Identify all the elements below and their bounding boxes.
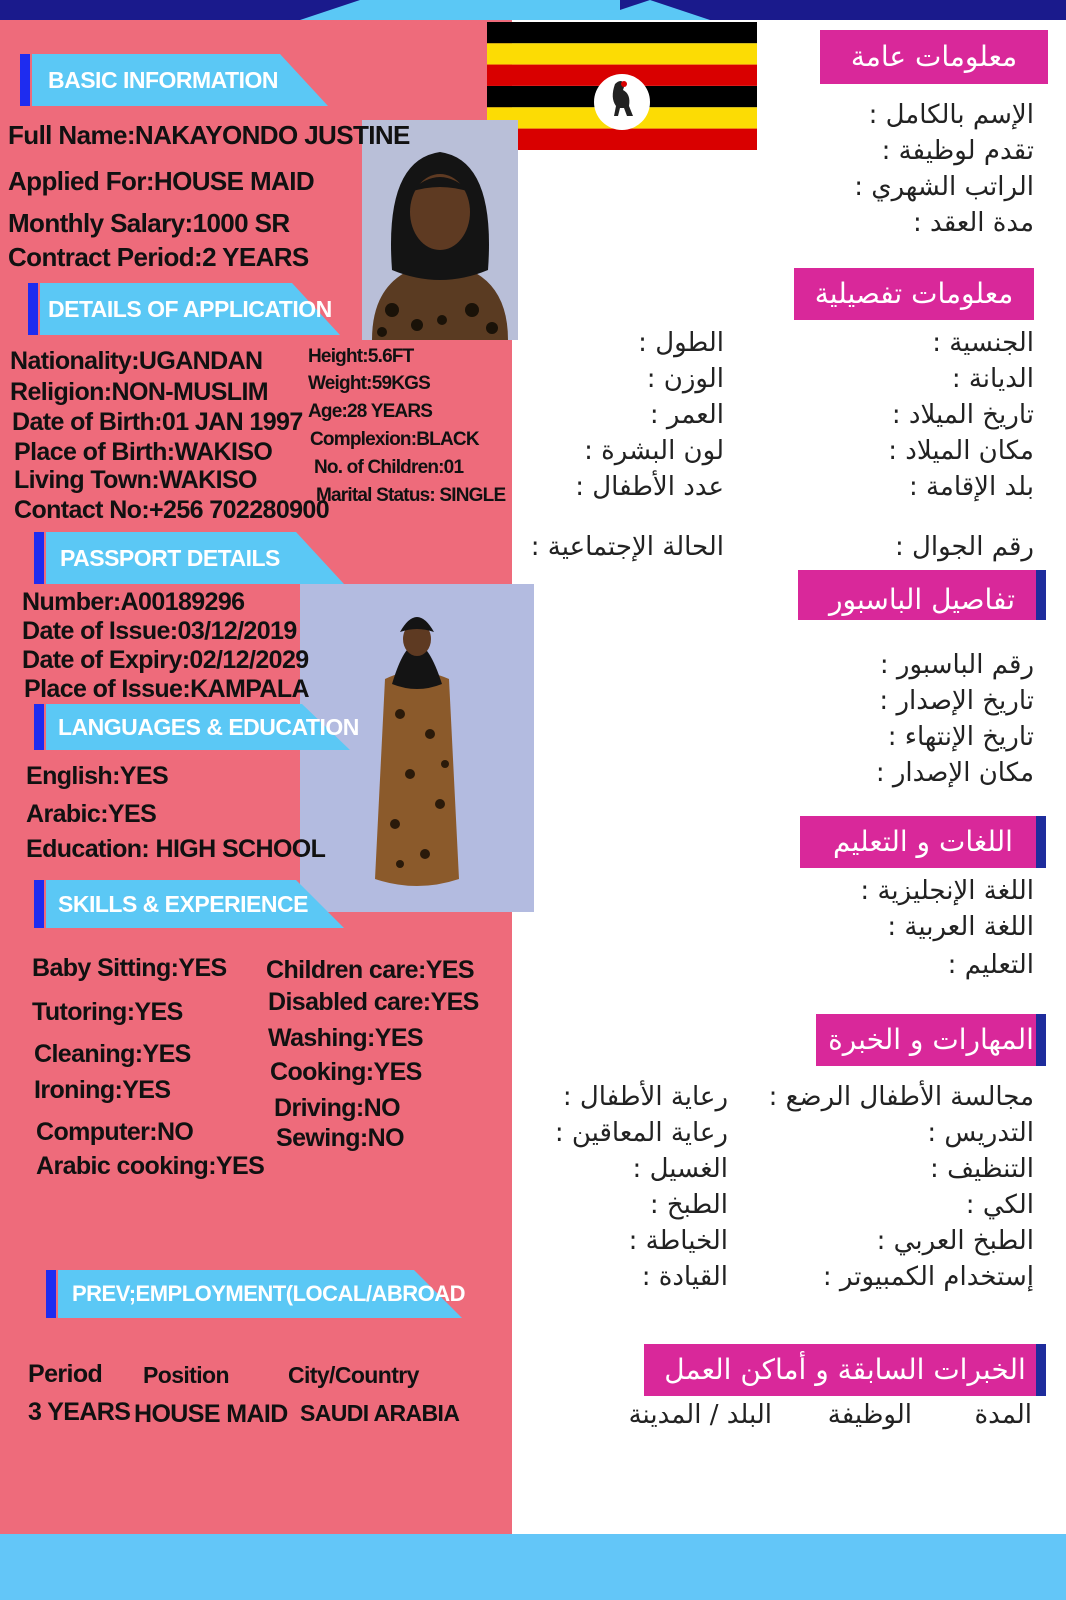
skill-cooking: Cooking:YES	[270, 1058, 422, 1086]
employment-period: 3 YEARS	[28, 1398, 131, 1426]
skill-driving: Driving:NO	[274, 1094, 400, 1122]
weight: Weight:59KGS	[308, 373, 431, 394]
skill-computer: Computer:NO	[36, 1118, 194, 1146]
applied-for: Applied For:HOUSE MAID	[8, 166, 315, 196]
arabic-tutoring-label: التدريس :	[927, 1118, 1034, 1148]
arabic-arabic-cooking-label: الطبخ العربي :	[876, 1226, 1034, 1256]
employment-position: HOUSE MAID	[134, 1400, 288, 1428]
arabic-residence-label: بلد الإقامة :	[908, 472, 1034, 502]
arabic-exp-period-header: المدة	[974, 1400, 1032, 1430]
date-of-birth: Date of Birth:01 JAN 1997	[12, 408, 303, 436]
top-bar-accent-right	[590, 0, 710, 20]
arabic-issue-date-label: تاريخ الإصدار :	[879, 686, 1034, 716]
section-skills-experience	[34, 880, 344, 928]
section-passport-details	[34, 532, 344, 584]
section-basic-information	[20, 54, 328, 106]
arabic-languages-header	[800, 816, 1046, 868]
skill-ironing: Ironing:YES	[34, 1076, 171, 1104]
arabic-children-label: عدد الأطفال :	[575, 472, 724, 502]
arabic-driving-label: القيادة :	[641, 1262, 728, 1292]
skill-disabled-care: Disabled care:YES	[268, 988, 479, 1016]
portrait-photo	[362, 120, 518, 340]
employment-city-country: SAUDI ARABIA	[300, 1400, 460, 1426]
arabic-cooking-label: الطبخ :	[649, 1190, 728, 1220]
skill-washing: Washing:YES	[268, 1024, 423, 1052]
marital-status: Marital Status: SINGLE	[316, 485, 506, 506]
employment-header-position: Position	[143, 1362, 229, 1388]
arabic-religion-label: الديانة :	[951, 364, 1034, 394]
arabic-detailed-info-header	[794, 268, 1034, 320]
section-languages-education-label: LANGUAGES & EDUCATION	[58, 714, 359, 740]
arabic-full-name-label: الإسم بالكامل :	[868, 100, 1034, 130]
arabic-cleaning-label: التنظيف :	[930, 1154, 1034, 1184]
section-details-of-application	[28, 283, 340, 335]
arabic-experience-title: الخبرات السابقة و أماكن العمل	[664, 1353, 1026, 1386]
section-basic-information-label: BASIC INFORMATION	[48, 67, 279, 93]
education: Education: HIGH SCHOOL	[26, 835, 326, 863]
section-skills-experience-label: SKILLS & EXPERIENCE	[58, 891, 308, 917]
arabic-place-of-issue-label: مكان الإصدار :	[875, 758, 1034, 788]
arabic-detailed-info-title: معلومات تفصيلية	[814, 277, 1014, 310]
passport-issue-date: Date of Issue:03/12/2019	[22, 617, 297, 645]
arabic-baby-sitting-label: مجالسة الأطفال الرضع :	[768, 1082, 1034, 1112]
religion: Religion:NON-MUSLIM	[10, 378, 269, 406]
section-languages-education	[34, 704, 359, 750]
nationality: Nationality:UGANDAN	[10, 347, 263, 375]
passport-number: Number:A00189296	[22, 588, 245, 616]
arabic-washing-label: الغسيل :	[632, 1154, 728, 1184]
arabic-dob-label: تاريخ الميلاد :	[891, 400, 1034, 430]
place-of-birth: Place of Birth:WAKISO	[14, 438, 273, 466]
english-language: English:YES	[26, 762, 169, 790]
section-previous-employment	[46, 1270, 465, 1318]
arabic-age-label: العمر :	[649, 400, 724, 430]
bottom-bar	[0, 1534, 1066, 1600]
arabic-mobile-label: رقم الجوال :	[894, 532, 1034, 562]
arabic-pob-label: مكان الميلاد :	[888, 436, 1034, 466]
passport-place-of-issue: Place of Issue:KAMPALA	[24, 675, 310, 703]
arabic-skills-header	[816, 1014, 1046, 1066]
employment-header-city-country: City/Country	[288, 1362, 419, 1388]
arabic-passport-title: تفاصيل الباسبور	[828, 583, 1015, 616]
full-name: Full Name:NAKAYONDO JUSTINE	[8, 120, 410, 150]
living-town: Living Town:WAKISO	[14, 466, 257, 494]
skill-sewing: Sewing:NO	[276, 1124, 404, 1152]
arabic-languages-title: اللغات و التعليم	[833, 825, 1013, 858]
employment-header-period: Period	[28, 1360, 103, 1388]
arabic-expiry-date-label: تاريخ الإنتهاء :	[887, 722, 1034, 752]
arabic-exp-city-header: البلد / المدينة	[628, 1400, 772, 1430]
skill-children-care: Children care:YES	[266, 956, 474, 984]
number-of-children: No. of Children:01	[314, 457, 464, 478]
arabic-language: Arabic:YES	[26, 800, 157, 828]
arabic-complexion-label: لون البشرة :	[584, 436, 724, 466]
section-passport-details-label: PASSPORT DETAILS	[60, 545, 280, 571]
arabic-skills-title: المهارات و الخبرة	[828, 1023, 1034, 1056]
complexion: Complexion:BLACK	[310, 429, 479, 450]
arabic-applied-for-label: تقدم لوظيفة :	[881, 136, 1034, 166]
arabic-contract-label: مدة العقد :	[913, 208, 1034, 238]
height: Height:5.6FT	[308, 346, 414, 367]
arabic-general-info-header	[820, 30, 1048, 84]
arabic-passport-number-label: رقم الباسبور :	[879, 650, 1034, 680]
monthly-salary: Monthly Salary:1000 SR	[8, 208, 290, 238]
arabic-salary-label: الراتب الشهري :	[854, 172, 1034, 202]
arabic-computer-label: إستخدام الكمبيوتر :	[822, 1262, 1034, 1292]
arabic-height-label: الطول :	[638, 328, 724, 358]
arabic-nationality-label: الجنسية :	[932, 328, 1034, 358]
top-bar-accent	[360, 0, 620, 20]
arabic-disabled-care-label: رعاية المعاقين :	[554, 1118, 728, 1148]
skill-cleaning: Cleaning:YES	[34, 1040, 191, 1068]
contact-number: Contact No:+256 702280900	[14, 496, 330, 524]
arabic-sewing-label: الخياطة :	[628, 1226, 728, 1256]
uganda-flag-icon	[487, 22, 757, 150]
arabic-weight-label: الوزن :	[646, 364, 724, 394]
arabic-arabic-label: اللغة العربية :	[887, 912, 1034, 942]
arabic-general-info-title: معلومات عامة	[850, 40, 1018, 73]
skill-tutoring: Tutoring:YES	[32, 998, 183, 1026]
arabic-experience-header	[644, 1344, 1046, 1396]
arabic-ironing-label: الكي :	[965, 1190, 1034, 1220]
arabic-children-care-label: رعاية الأطفال :	[562, 1082, 728, 1112]
arabic-marital-label: الحالة الإجتماعية :	[530, 532, 724, 562]
section-details-of-application-label: DETAILS OF APPLICATION	[48, 296, 332, 322]
arabic-english-label: اللغة الإنجليزية :	[860, 876, 1034, 906]
arabic-education-label: التعليم :	[947, 950, 1034, 980]
arabic-passport-header	[798, 570, 1046, 620]
age: Age:28 YEARS	[308, 401, 433, 422]
contract-period: Contract Period:2 YEARS	[8, 242, 309, 272]
arabic-exp-position-header: الوظيفة	[827, 1400, 912, 1430]
skill-arabic-cooking: Arabic cooking:YES	[36, 1152, 265, 1180]
skill-baby-sitting: Baby Sitting:YES	[32, 954, 227, 982]
passport-expiry-date: Date of Expiry:02/12/2029	[22, 646, 309, 674]
section-previous-employment-label: PREV;EMPLOYMENT(LOCAL/ABROAD	[72, 1281, 465, 1306]
